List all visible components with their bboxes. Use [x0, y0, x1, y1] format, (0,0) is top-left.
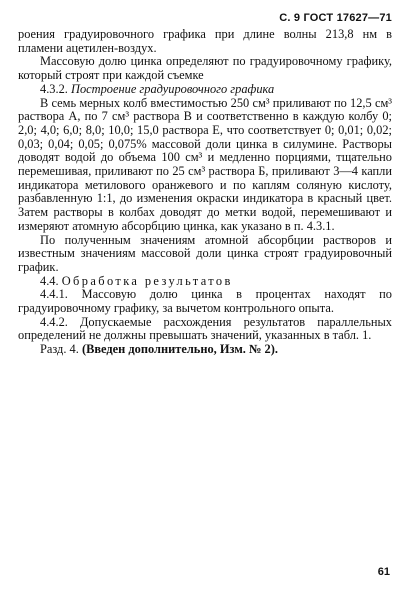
paragraph-continuation: роения градуировочного графика при длине волны 213,8 нм в пламени ацетилен-воздух.	[18, 27, 392, 55]
page-number: 61	[377, 566, 390, 578]
section-number: 4.4.	[40, 273, 59, 288]
page-header: С. 9 ГОСТ 17627—71	[279, 12, 392, 24]
section-title: Обработка результатов	[61, 273, 233, 288]
section-title: Построение градуировочного графика	[71, 81, 275, 96]
amendment-note	[18, 343, 392, 357]
paragraph-calibration-graph: По полученным значениям атомной абсорбции растворов и известным значениям массовой доли цинка строят градуировочный график.	[18, 232, 392, 274]
paragraph-4-4-1: 4.4.1. Массовую долю цинка в процентах находят по градуировочному графику, за вычетом контрольного опыта.	[18, 287, 392, 316]
amendment-prefix: Разд. 4.	[40, 342, 79, 357]
paragraph-4-4-2: 4.4.2. Допускаемые расхождения результатов параллельных определений не должны превышать значений, указанных в табл. 1.	[18, 314, 392, 343]
paragraph-calibration-procedure: В семь мерных колб вместимостью 250 см³ приливают по 12,5 см³ раствора А, по 7 см³ раствора В и соответственно в каждую колбу 0; 2,0; 4,0; 6,0; 8,0; 10,0; 15,0 раствора Е, что соответствует 0; 0,01; 0,02; 0,03; 0,04; 0,05; 0,075% массовой доли цинка в силумине. Растворы доводят водой до объема 100 см³ и медленно порциями, тщательно перемешивая, приливают по 25 см³ раствора Б, приливают 3—4 капли индикатора метилового оранжевого и по каплям соляную кислоту, разбавленную 1:1, до изменения окраски индикатора в красный цвет. Затем растворы в колбах доводят до метки водой, перемешивают и измеряют атомную абсорбцию цинка, как указано в п. 4.3.1.	[18, 95, 392, 233]
document-body	[18, 28, 392, 357]
section-4-3-2-heading	[18, 83, 392, 97]
section-4-4-heading	[18, 275, 392, 289]
amendment-text: (Введен дополнительно, Изм. № 2).	[81, 342, 278, 357]
paragraph-zinc-determination: Массовую долю цинка определяют по градуировочному графику, который строят при каждой съемке	[18, 54, 392, 83]
section-number: 4.3.2.	[40, 81, 68, 96]
